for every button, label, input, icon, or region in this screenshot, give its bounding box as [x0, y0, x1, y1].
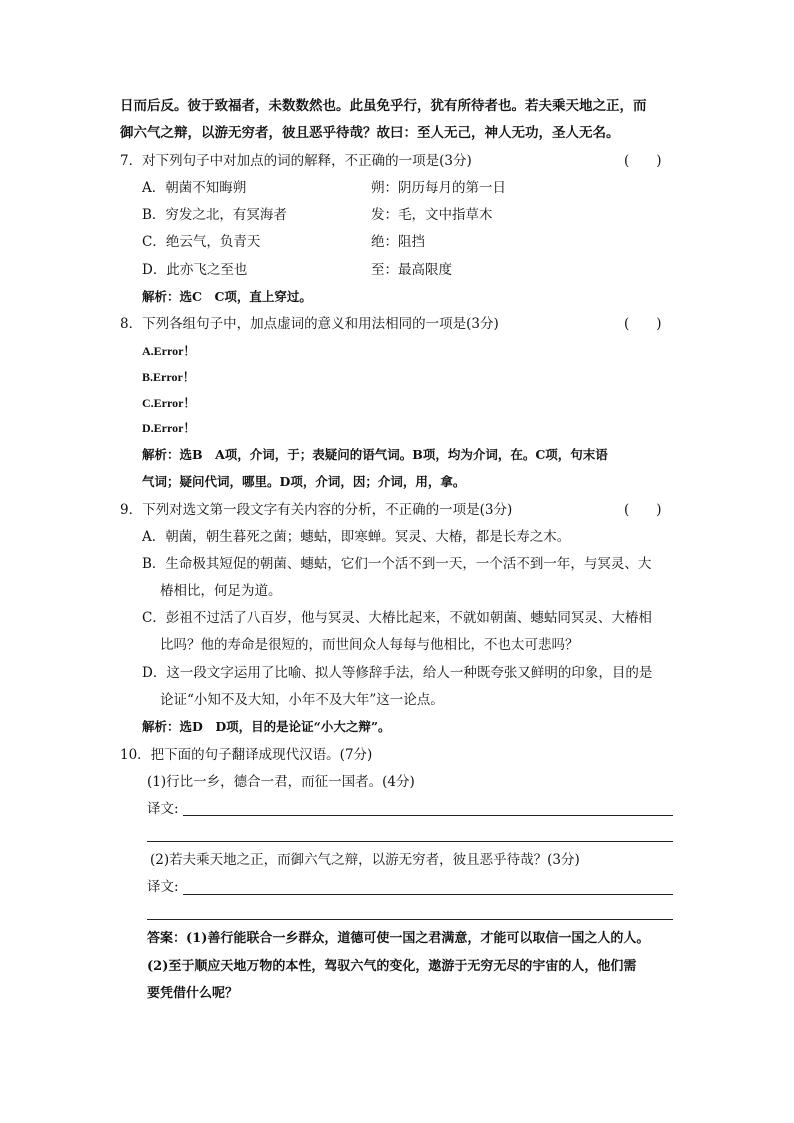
- q9-option-c-line-1: C．彭祖不过活了八百岁，他与冥灵、大椿比起来，不就如朝菌、蟪蛄同冥灵、大椿相: [142, 610, 652, 626]
- q7-analysis: 解析：选C C项，直上穿过。: [142, 289, 312, 304]
- q9-answer-paren: ( ): [624, 502, 662, 518]
- q8-option-c: C.Error！: [142, 396, 196, 410]
- q8-analysis-line-1: 解析：选B A项，介词，于；表疑问的语气词。B项，均为介词，在。C项，句末语: [142, 447, 608, 462]
- q10-sub-2: (2)若夫乘天地之正，而御六气之辩，以游无穷者，彼且恶乎待哉？(3分): [150, 852, 580, 868]
- q9-option-d-line-2: 论证“小知不及大知，小年不及大年”这一论点。: [160, 692, 444, 708]
- q9-analysis: 解析：选D D项，目的是论证“小大之辩”。: [142, 719, 391, 734]
- q9-stem: 9．下列对选文第一段文字有关内容的分析，不正确的一项是(3分): [120, 502, 513, 518]
- q10-translation-label-2: 译文:: [147, 879, 179, 895]
- q7-stem: 7．对下列句子中对加点的词的解释，不正确的一项是(3分): [120, 153, 472, 169]
- q10-answer-line-1b[interactable]: [147, 841, 673, 842]
- q10-answer-line-1: 答案：(1)善行能联合一乡群众，道德可使一国之君满意，才能可以取信一国之人的人。: [147, 931, 650, 946]
- passage-line-1: 日而后反。彼于致福者，未数数然也。此虽免乎行，犹有所待者也。若夫乘天地之正，而: [120, 98, 647, 114]
- q7-option-d: D．此亦飞之至也: [142, 262, 248, 278]
- q9-option-b-line-2: 椿相比，何足为道。: [160, 583, 282, 599]
- q10-answer-line-2: (2)至于顺应天地万物的本性，驾驭六气的变化，遨游于无穷无尽的宇宙的人，他们需: [147, 959, 637, 974]
- q10-translation-label-1: 译文:: [147, 801, 179, 817]
- q8-stem: 8．下列各组句子中，加点虚词的意义和用法相同的一项是(3分): [120, 316, 499, 332]
- q7-option-b: B．穷发之北，有冥海者: [142, 207, 287, 223]
- q7-option-a-gloss: 朔：阴历每月的第一日: [371, 180, 506, 196]
- q10-sub-1: (1)行比一乡，德合一君，而征一国者。(4分): [147, 774, 415, 790]
- q7-option-c-gloss: 绝：阻挡: [371, 234, 425, 250]
- q10-answer-line-2b[interactable]: [147, 919, 673, 920]
- q10-answer-line-2a[interactable]: [183, 894, 673, 895]
- q9-option-c-line-2: 比吗？他的寿命是很短的，而世间众人每每与他相比，不也太可悲吗？: [160, 637, 579, 653]
- q7-option-b-gloss: 发：毛，文中指草木: [371, 207, 493, 223]
- q9-option-a: A．朝菌，朝生暮死之菌；蟪蛄，即寒蝉。冥灵、大椿，都是长寿之木。: [142, 529, 571, 545]
- q7-option-d-gloss: 至：最高限度: [371, 262, 452, 278]
- q8-option-b: B.Error！: [142, 370, 195, 384]
- q8-option-d: D.Error！: [142, 421, 196, 435]
- q9-option-d-line-1: D．这一段文字运用了比喻、拟人等修辞手法，给人一种既夸张又鲜明的印象，目的是: [142, 665, 653, 681]
- q9-option-b-line-1: B．生命极其短促的朝菌、蟪蛄，它们一个活不到一天，一个活不到一年，与冥灵、大: [142, 556, 652, 572]
- q10-answer-line-1a[interactable]: [183, 815, 673, 816]
- q7-answer-paren: ( ): [624, 153, 662, 169]
- q8-option-a: A.Error！: [142, 344, 196, 358]
- q7-option-c: C．绝云气，负青天: [142, 234, 261, 250]
- q7-option-a: A．朝菌不知晦朔: [142, 180, 247, 196]
- passage-line-2: 御六气之辩，以游无穷者，彼且恶乎待哉？故曰：至人无己，神人无功，圣人无名。: [120, 125, 620, 141]
- q10-stem: 10．把下面的句子翻译成现代汉语。(7分): [120, 747, 373, 763]
- q8-analysis-line-2: 气词；疑问代词，哪里。D项，介词，因；介词，用，拿。: [142, 474, 466, 489]
- q8-answer-paren: ( ): [624, 316, 662, 332]
- q10-answer-line-3: 要凭借什么呢？: [147, 986, 239, 1001]
